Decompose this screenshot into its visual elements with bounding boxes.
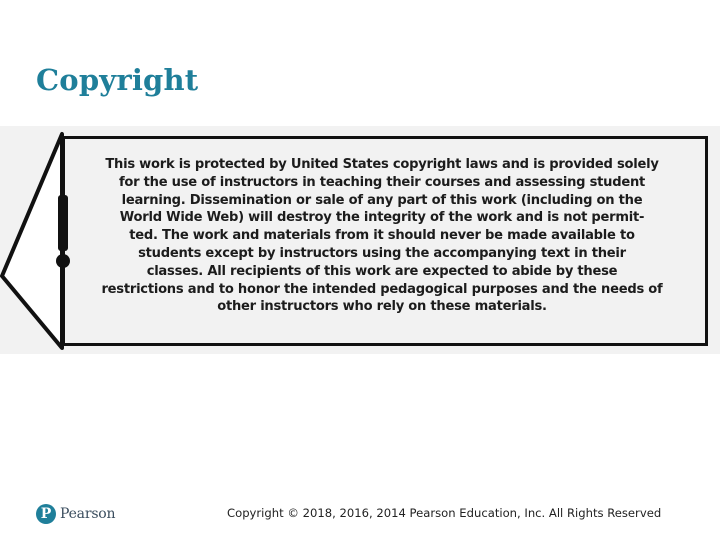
pearson-mark-icon: P	[36, 504, 56, 524]
pearson-logo	[36, 502, 115, 526]
notice-line-5: ted. The work and materials from it should never be made available to	[129, 228, 635, 244]
notice-line-2: for the use of instructors in teaching their courses and assessing student	[118, 174, 646, 190]
pearson-wordmark: Pearson	[60, 506, 116, 522]
notice-line-6: students except by instructors using the accompanying text in their	[138, 245, 626, 261]
notice-line-7: classes. All recipients of this work are expected to abide by these	[146, 263, 618, 279]
notice-line-3: learning. Dissemination or sale of any part of this work (including on the	[121, 192, 643, 208]
notice-line-1: This work is protected by United States copyright laws and is provided solely	[105, 157, 659, 172]
notice-line-4: World Wide Web) will destroy the integrity of the work and is not permit-	[119, 210, 645, 226]
notice-line-9: other instructors who rely on these materials.	[217, 299, 547, 315]
notice-line-8: restrictions and to honor the intended pedagogical purposes and the needs of	[101, 281, 663, 297]
slide-title: Copyright	[36, 63, 199, 97]
footer-copyright: Copyright © 2018, 2016, 2014 Pearson Education, Inc. All Rights Reserved	[227, 506, 662, 520]
copyright-notice-text	[70, 156, 694, 316]
